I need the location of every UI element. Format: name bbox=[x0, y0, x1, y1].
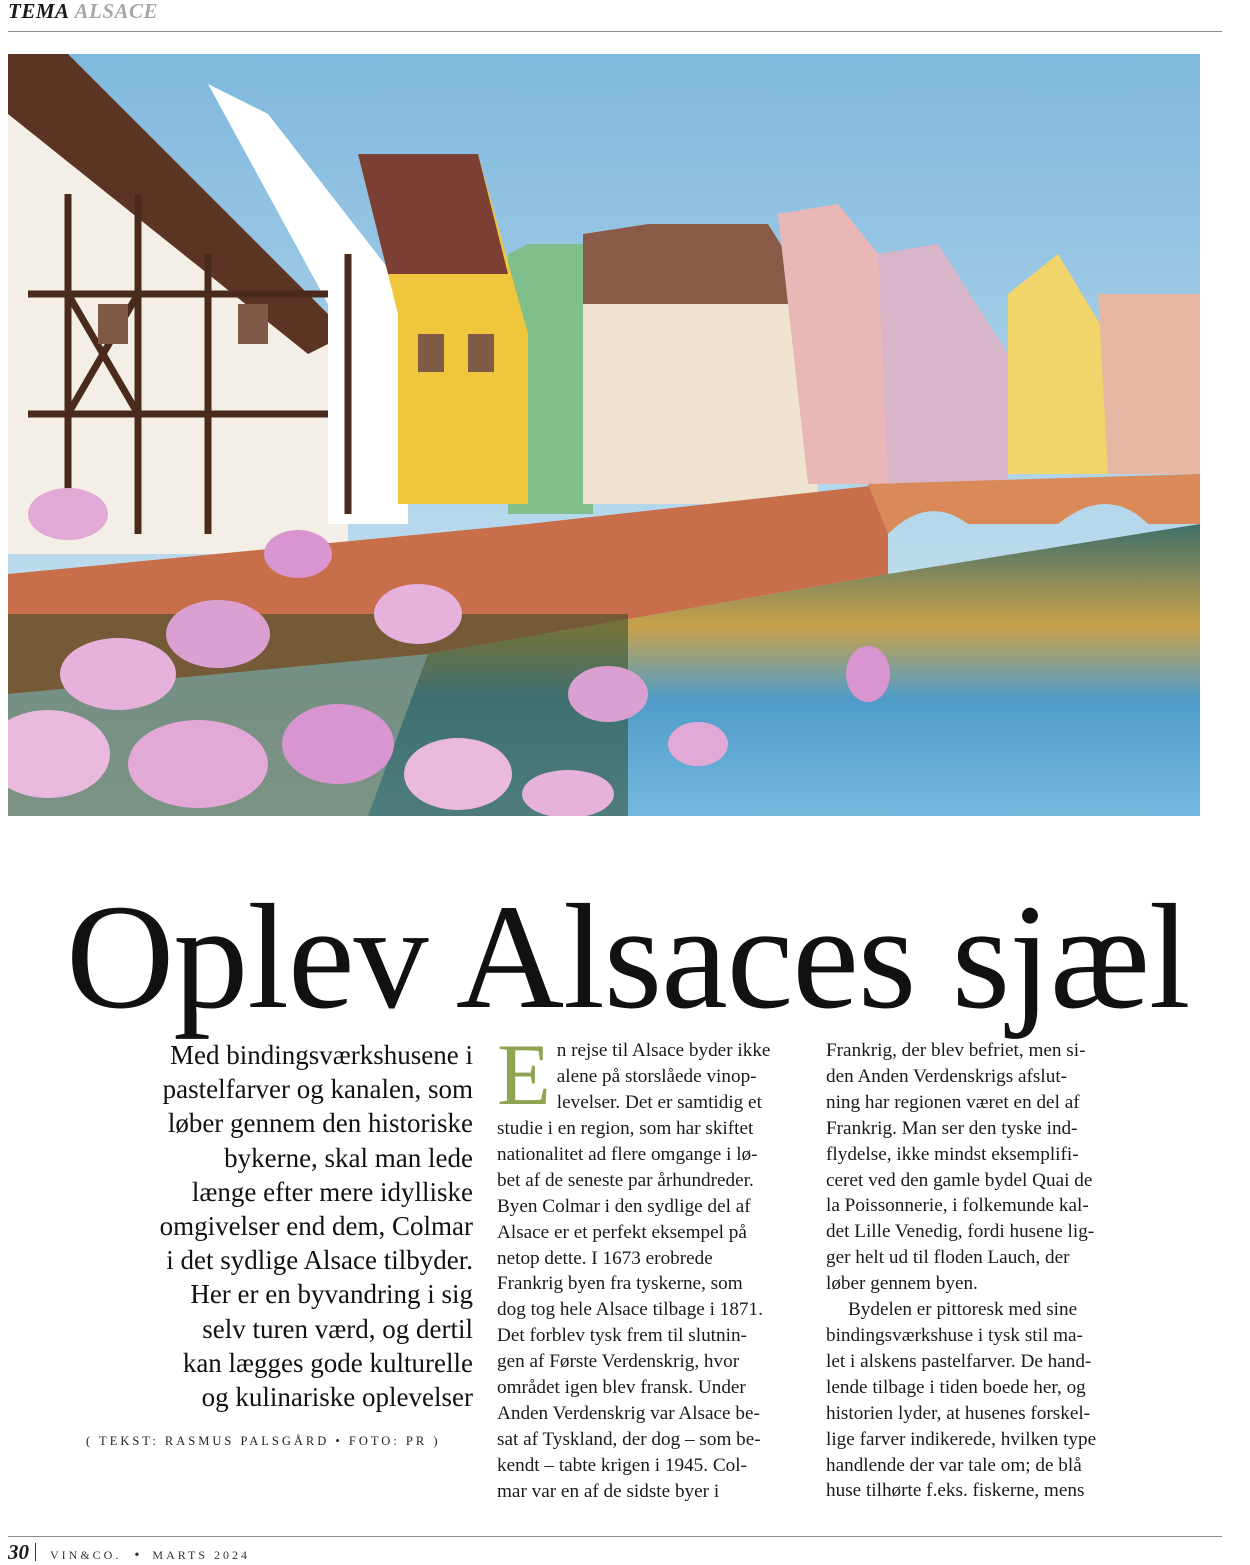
body-line: Byen Colmar i den sydlige del af bbox=[497, 1195, 751, 1217]
section-header bbox=[8, 0, 158, 24]
article-title: Oplev Alsaces sjæl bbox=[66, 874, 1190, 1040]
body-line: mar var en af de sidste byer i bbox=[497, 1480, 720, 1502]
lede-line: løber gennem den historiske bbox=[167, 1108, 473, 1139]
body-line: dog tog hele Alsace tilbage i 1871. bbox=[497, 1299, 763, 1321]
body-line: huse tilhørte f.eks. fiskerne, mens bbox=[826, 1480, 1085, 1502]
lede-line: i det sydlige Alsace tilbyder. bbox=[166, 1245, 473, 1276]
lede-line: pastelfarver og kanalen, som bbox=[162, 1074, 473, 1105]
body-line: det Lille Venedig, fordi husene lig- bbox=[826, 1221, 1095, 1243]
body-line: området igen blev fransk. Under bbox=[497, 1377, 746, 1399]
body-line: netop dette. I 1673 erobrede bbox=[497, 1247, 713, 1269]
body-line: levelser. Det er samtidig et bbox=[556, 1091, 762, 1113]
body-line: Anden Verdenskrig var Alsace be- bbox=[497, 1402, 760, 1424]
footer-separator bbox=[35, 1543, 36, 1561]
hero-photo bbox=[8, 54, 1200, 816]
lede-line: Med bindingsværkshusene i bbox=[170, 1040, 473, 1070]
magazine-name: VIN&CO. bbox=[50, 1548, 122, 1562]
body-line: flydelse, ikke mindst eksemplifi- bbox=[826, 1143, 1079, 1165]
footer-divider bbox=[8, 1536, 1222, 1537]
lede-line: kan lægges gode kulturelle bbox=[182, 1347, 473, 1378]
drop-cap: E bbox=[497, 1027, 551, 1124]
body-paragraph bbox=[826, 1038, 1126, 1297]
body-line: let i alskens pastelfarver. De hand- bbox=[826, 1350, 1092, 1372]
body-line: sat af Tyskland, der dog – som be- bbox=[497, 1428, 761, 1450]
body-line: ning har regionen været en del af bbox=[826, 1091, 1080, 1113]
body-line: Frankrig, der blev befriet, men si- bbox=[826, 1040, 1086, 1061]
body-line: den Anden Verdenskrigs afslut- bbox=[826, 1065, 1068, 1087]
lede-line: selv turen værd, og dertil bbox=[202, 1313, 473, 1344]
body-column-2 bbox=[826, 1038, 1126, 1504]
footer-dot: • bbox=[133, 1548, 141, 1562]
lede-line: længe efter mere idylliske bbox=[191, 1176, 473, 1207]
body-line: ger helt ud til floden Lauch, der bbox=[826, 1247, 1070, 1269]
body-line: bindingsværkshuse i tysk stil ma- bbox=[826, 1324, 1083, 1346]
body-line: Bydelen er pittoresk med sine bbox=[848, 1299, 1078, 1321]
body-line: løber gennem byen. bbox=[826, 1273, 978, 1295]
lede-line: Her er en byvandring i sig bbox=[190, 1279, 473, 1310]
body-line: n rejse til Alsace byder ikke bbox=[556, 1040, 771, 1061]
body-line: historien lyder, at husenes forskel- bbox=[826, 1402, 1091, 1424]
body-line: lende tilbage i tiden boede her, og bbox=[826, 1376, 1086, 1398]
body-line: Det forblev tysk frem til slutnin- bbox=[497, 1325, 747, 1347]
section-topic: ALSACE bbox=[74, 0, 159, 23]
body-paragraph bbox=[826, 1297, 1126, 1504]
body-line: la Poissonnerie, i folkemunde kal- bbox=[826, 1195, 1089, 1217]
body-column-1 bbox=[497, 1027, 797, 1505]
page-number: 30 bbox=[8, 1540, 29, 1564]
header-divider bbox=[8, 31, 1222, 32]
lede-line: og kulinariske oplevelser bbox=[201, 1382, 473, 1413]
body-line: alene på storslåede vinop- bbox=[556, 1065, 757, 1087]
lede-line: omgivelser end dem, Colmar bbox=[159, 1211, 473, 1242]
colmar-canal-illustration bbox=[8, 54, 1200, 816]
body-line: Frankrig. Man ser den tyske ind- bbox=[826, 1117, 1078, 1139]
body-line: lige farver indikerede, hvilken type bbox=[826, 1428, 1097, 1450]
article-lede bbox=[80, 1038, 473, 1414]
page-footer bbox=[8, 1540, 250, 1562]
body-line: kendt – tabte krigen i 1945. Col- bbox=[497, 1454, 747, 1476]
body-line: gen af Første Verdenskrig, hvor bbox=[497, 1351, 740, 1373]
issue-date: MARTS 2024 bbox=[152, 1548, 251, 1562]
body-line: Frankrig byen fra tyskerne, som bbox=[497, 1273, 743, 1295]
lede-line: bykerne, skal man lede bbox=[224, 1142, 473, 1173]
body-line: bet af de seneste par århundreder. bbox=[497, 1169, 754, 1191]
body-line: Alsace er et perfekt eksempel på bbox=[497, 1221, 747, 1243]
byline-credit: ( TEKST: RASMUS PALSGÅRD • FOTO: PR ) bbox=[86, 1434, 441, 1448]
body-line: handlende der var tale om; de blå bbox=[826, 1454, 1082, 1476]
body-line: studie i en region, som har skiftet bbox=[497, 1118, 754, 1139]
body-line: nationalitet ad flere omgange i lø- bbox=[497, 1143, 758, 1165]
section-kicker: TEMA bbox=[8, 0, 70, 23]
body-line: ceret ved den gamle bydel Quai de bbox=[826, 1169, 1093, 1191]
